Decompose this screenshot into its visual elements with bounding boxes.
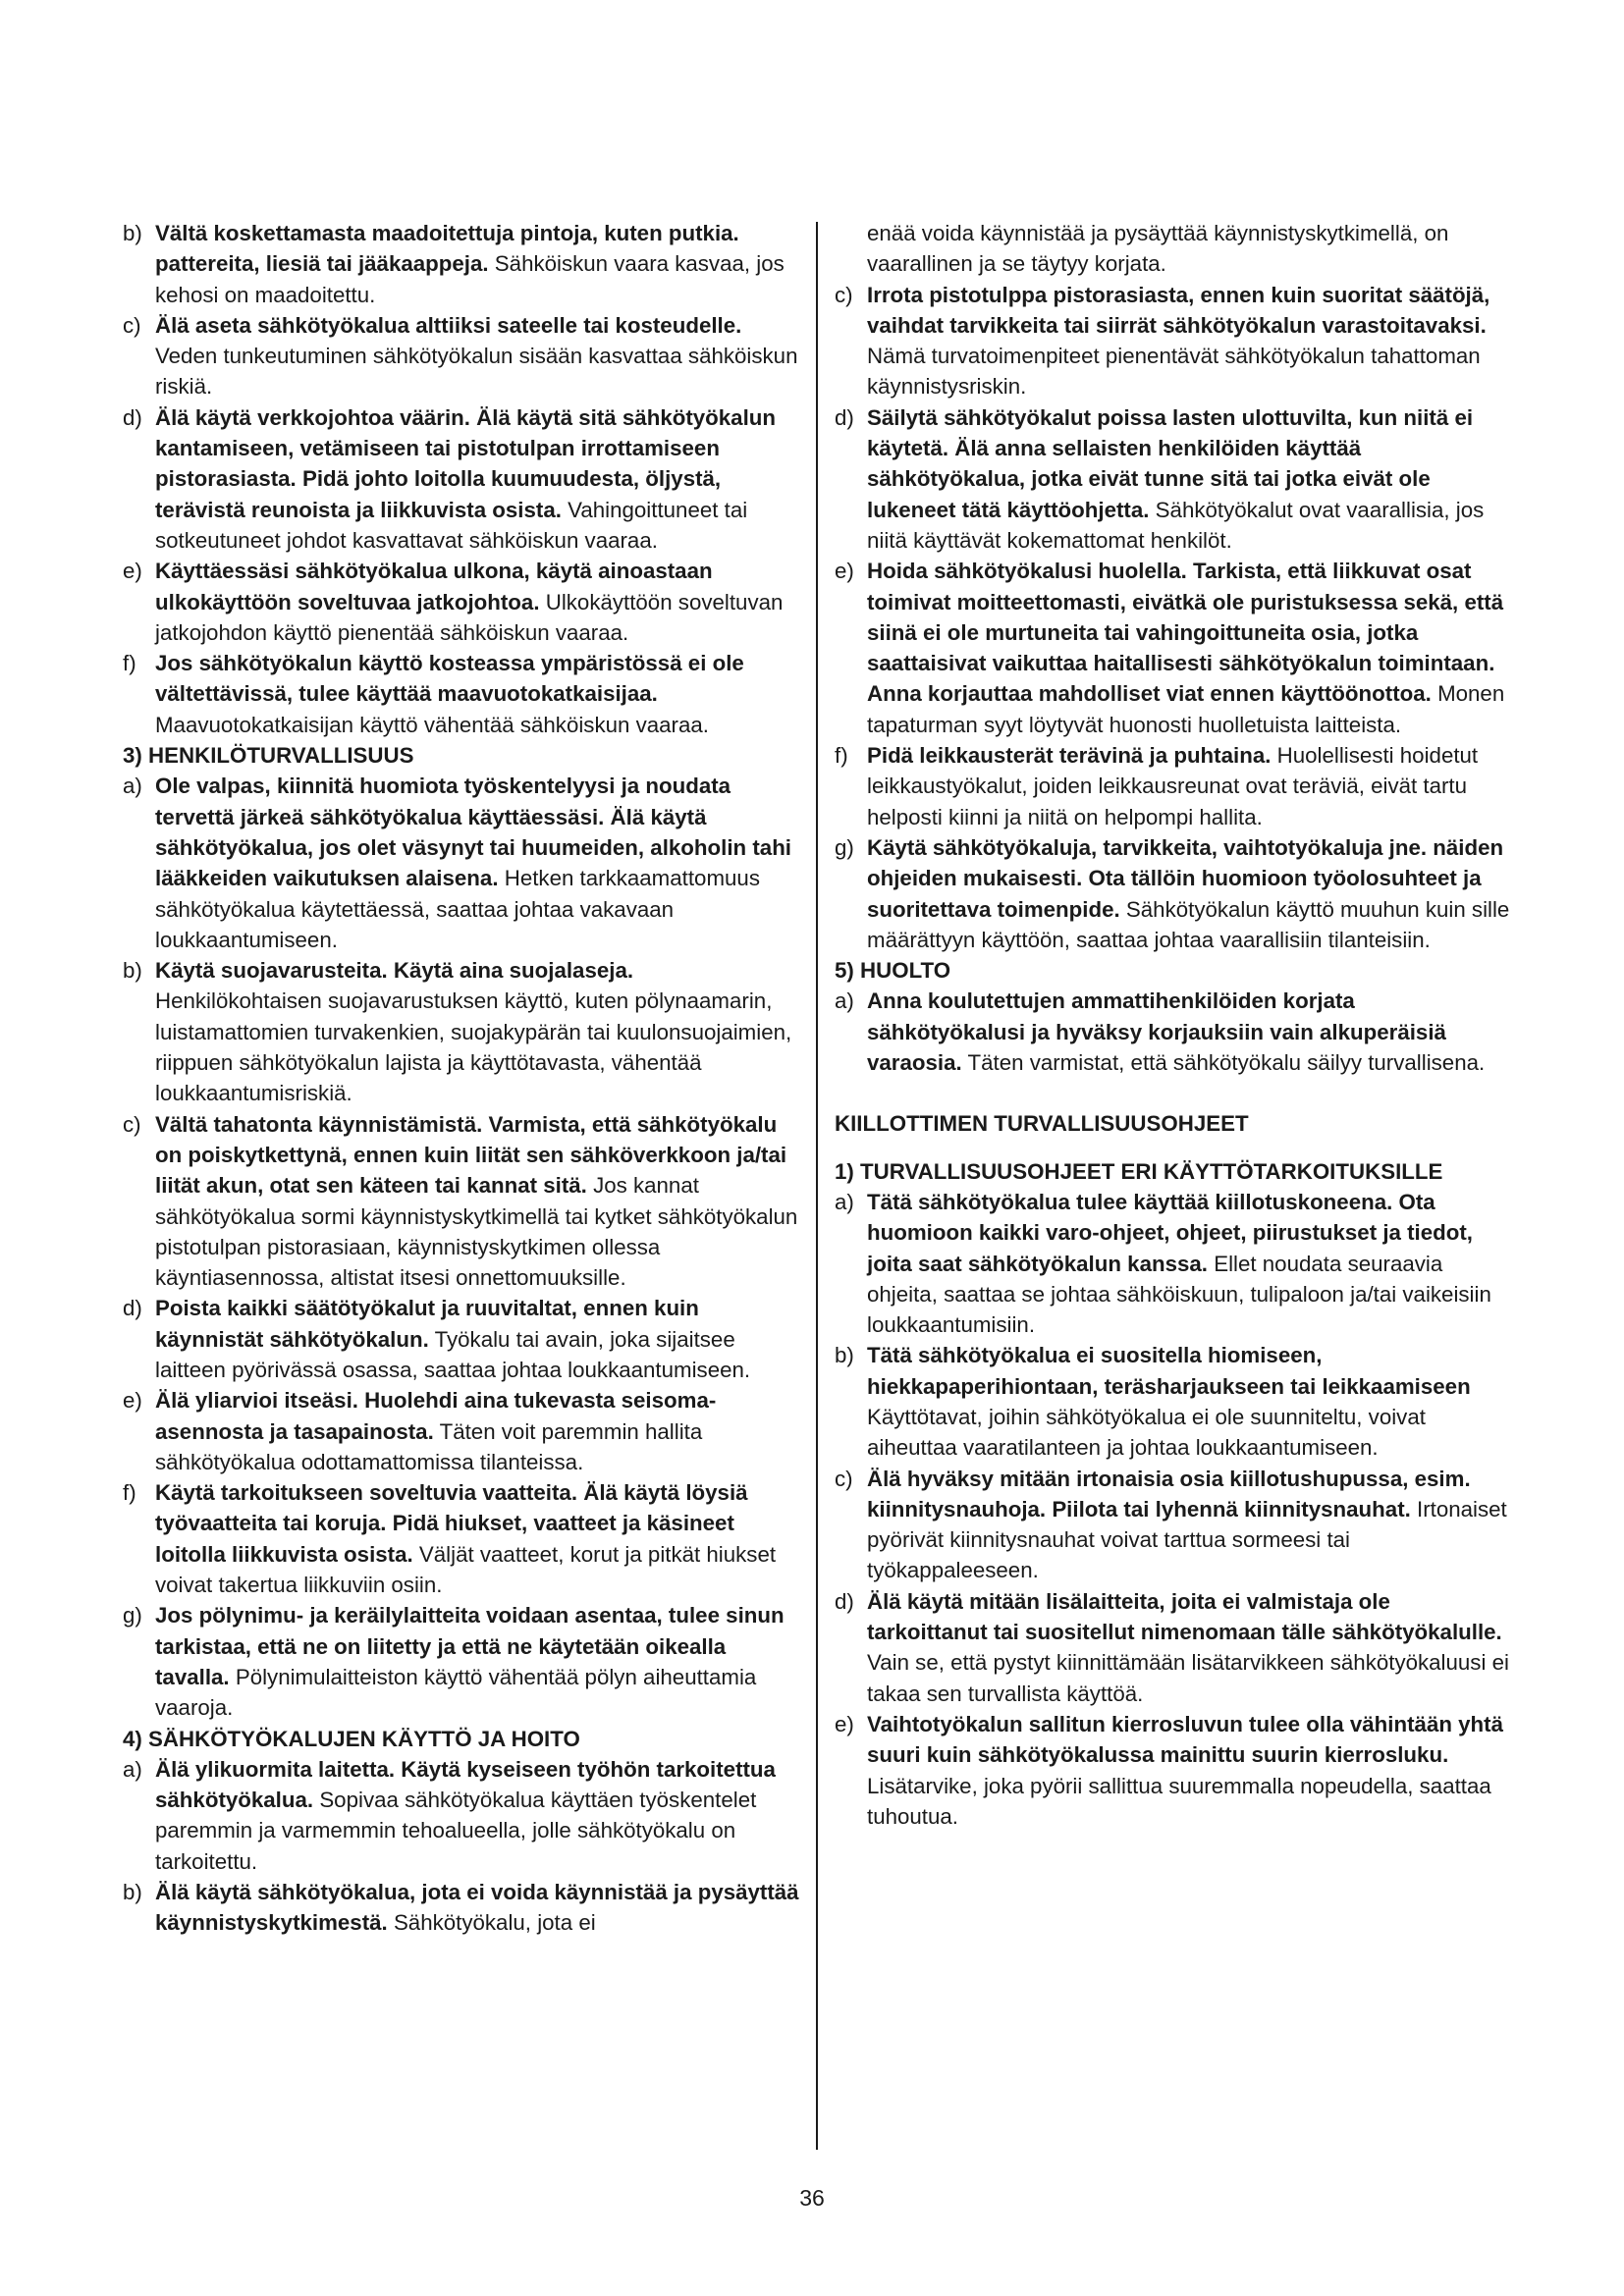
instruction-bold: Tätä sähkötyökalua tulee käyttää kiillotuskoneena. Ota huomioon kaikki varo-ohjeet, ohjeet, piirustukset ja tiedot, joita saat sähkötyökalun kanssa. — [867, 1189, 1473, 1276]
instruction-bold: Poista kaikki säätötyökalut ja ruuvitaltat, ennen kuin käynnistät sähkötyökalun. — [155, 1296, 699, 1352]
subsection-heading-purposes: 1) TURVALLISUUSOHJEET ERI KÄYTTÖTARKOITUKSILLE — [835, 1158, 1443, 1184]
list-item-pol-c: c) Älä hyväksy mitään irtonaisia osia kiillotushupussa, esim. kiinnitysnauhoja. Piilota tai lyhennä kiinnitysnauhat. Irtonaiset pyörivät kiinnitysnauhat voivat tarttua sormeesi tai työkappaleeseen. — [835, 1466, 1507, 1583]
instruction-text: Täten voit paremmin hallita sähkötyökalua odottamattomissa tilanteissa. — [155, 1418, 703, 1474]
spacer — [835, 1140, 1512, 1156]
list-item-use-b: b) Älä käytä sähkötyökalua, jota ei voida käynnistää ja pysäyttää käynnistyskytkimestä. Sähkötyökalu, jota ei — [123, 1880, 799, 1936]
instruction-bold: Älä ylikuormita laitetta. Käytä kyseiseen työhön tarkoitettua sähkötyökalua. — [155, 1756, 776, 1813]
instruction-bold: Käytä suojavarusteita. Käytä aina suojalaseja. — [155, 958, 634, 984]
section-heading-service: 5) HUOLTO — [835, 958, 951, 984]
instruction-text: Sähkötyökalut ovat vaarallisia, jos niitä käyttävät kokemattomat henkilöt. — [867, 497, 1485, 553]
instruction-bold: Pidä leikkausterät terävinä ja puhtaina. — [867, 743, 1272, 769]
instruction-bold: Säilytä sähkötyökalut poissa lasten ulottuvilta, kun niitä ei käytetä. Älä anna sellaisten henkilöiden käyttää sähkötyökalua, jotka eivät tunne sitä tai jotka eivät ole lukeneet tätä käyttöohjetta. — [867, 404, 1474, 522]
list-item-use-e: e) Hoida sähkötyökalusi huolella. Tarkista, että liikkuvat osat toimivat moitteettomasti, eivätkä ole puristuksessa sekä, että siinä ei ole murtuneita tai vahingoittuneita osia, jotka saattaisivat vaikuttaa haitallisesti sähkötyökalun toimintaan. Anna korjauttaa mahdolliset viat ennen käyttöönottoa. Monen tapaturman syyt löytyvät huonosti huolletuista laitteista. — [835, 559, 1505, 737]
instruction-bold: Vaihtotyökalun sallitun kierrosluvun tulee olla vähintään yhtä suuri kuin sähkötyökalussa mainittu suurin kierrosluku. — [867, 1711, 1504, 1768]
list-item-pers-d: d) Poista kaikki säätötyökalut ja ruuvitaltat, ennen kuin käynnistät sähkötyökalun. Työkalu tai avain, joka sijaitsee laitteen pyörivässä osassa, saattaa johtaa loukkaantumiseen. — [123, 1296, 751, 1382]
instruction-bold: Jos pölynimu- ja keräilylaitteita voidaan asentaa, tulee sinun tarkistaa, että ne on liitetty ja että ne käytetään oikealla tavalla. — [155, 1603, 785, 1689]
instruction-text: Käyttötavat, joihin sähkötyökalua ei ole suunniteltu, voivat aiheuttaa vaaratilanteen ja johtaa loukkaantumiseen. — [867, 1404, 1426, 1461]
instruction-text: Veden tunkeutuminen sähkötyökalun sisään kasvattaa sähköiskun riskiä. — [155, 344, 798, 400]
instruction-text: Irtonaiset pyörivät kiinnitysnauhat voivat tarttua sormeesi tai työkappaleeseen. — [867, 1496, 1507, 1583]
instruction-text: Monen tapaturman syyt löytyvät huonosti huolletuista laitteista. — [867, 681, 1505, 737]
section-heading-tool-use: 4) SÄHKÖTYÖKALUJEN KÄYTTÖ JA HOITO — [123, 1726, 580, 1751]
instruction-bold: Irrota pistotulppa pistorasiasta, ennen kuin suoritat säätöjä, vaihdat tarvikkeita tai siirrät sähkötyökalun varastoitavaksi. — [867, 282, 1490, 338]
instruction-bold: Käytä tarkoitukseen soveltuvia vaatteita. Älä käytä löysiä työvaatteita tai koruja. Pidä hiukset, vaatteet ja käsineet loitolla liikkuvista osista. — [155, 1480, 748, 1567]
instruction-bold: Älä käytä verkkojohtoa väärin. Älä käytä sitä sähkötyökalun kantamiseen, vetämiseen tai pistotulpan irrottamiseen pistorasiasta. Pidä johto loitolla kuumuudesta, öljystä, terävistä reunoista ja liikkuvista osista. — [155, 404, 777, 522]
instruction-text: Sopivaa sähkötyökalua käyttäen työskentelet paremmin ja varmemmin tehoalueella, jolle sähkötyökalu on tarkoitettu. — [155, 1788, 757, 1874]
instruction-text: Huolellisesti hoidetut leikkaustyökalut, joiden leikkausreunat ovat teräviä, eivät tartu helposti kiinni ja niitä on helpompi hallita. — [867, 743, 1479, 829]
list-item-pol-b: b) Tätä sähkötyökalua ei suositella hiomiseen, hiekkapaperihiontaan, teräsharjaukseen tai leikkaamiseen Käyttötavat, joihin sähkötyökalua ei ole suunniteltu, voivat aiheuttaa vaaratilanteen ja johtaa loukkaantumiseen. — [835, 1343, 1471, 1461]
list-item-pers-g: g) Jos pölynimu- ja keräilylaitteita voidaan asentaa, tulee sinun tarkistaa, että ne on liitetty ja että ne käytetään oikealla tavalla. Pölynimulaitteiston käyttö vähentää pölyn aiheuttamia vaaroja. — [123, 1603, 785, 1721]
list-item-elec-f: f) Jos sähkötyökalun käyttö kosteassa ympäristössä ei ole vältettävissä, tulee käyttää maavuotokatkaisijaa. Maavuotokatkaisijan käyttö vähentää sähköiskun vaaraa. — [123, 651, 744, 737]
instruction-text: Väljät vaatteet, korut ja pitkät hiukset voivat takertua liikkuviin osiin. — [155, 1541, 777, 1598]
list-item-pers-f: f) Käytä tarkoitukseen soveltuvia vaatteita. Älä käytä löysiä työvaatteita tai koruja. Pidä hiukset, vaatteet ja käsineet loitolla liikkuvista osista. Väljät vaatteet, korut ja pitkät hiukset voivat takertua liikkuviin osiin. — [123, 1480, 777, 1598]
instruction-text: Työkalu tai avain, joka sijaitsee laitteen pyörivässä osassa, saattaa johtaa loukkaantumiseen. — [155, 1326, 751, 1382]
list-item-serv-a: a) Anna koulutettujen ammattihenkilöiden korjata sähkötyökalusi ja hyväksy korjauksiin vain alkuperäisiä varaosia. Täten varmistat, että sähkötyökalu säilyy turvallisena. — [835, 988, 1486, 1076]
instruction-bold: Älä hyväksy mitään irtonaisia osia kiillotushupussa, esim. kiinnitysnauhoja. Piilota tai lyhennä kiinnitysnauhat. — [867, 1466, 1471, 1522]
instruction-text: Täten varmistat, että sähkötyökalu säilyy turvallisena. — [967, 1050, 1486, 1076]
list-item-elec-c: c) Älä aseta sähkötyökalua alttiiksi sateelle tai kosteudelle. Veden tunkeutuminen sähkötyökalun sisään kasvattaa sähköiskun riskiä. — [123, 312, 798, 400]
instruction-text: Pölynimulaitteiston käyttö vähentää pölyn aiheuttamia vaaroja. — [155, 1664, 757, 1721]
list-item-use-a: a) Älä ylikuormita laitetta. Käytä kyseiseen työhön tarkoitettua sähkötyökalua. Sopivaa sähkötyökalua käyttäen työskentelet paremmin ja varmemmin tehoalueella, jolle sähkötyökalu on tarkoitettu. — [123, 1756, 776, 1874]
list-item-pers-e: e) Älä yliarvioi itseäsi. Huolehdi aina tukevasta seisoma-asennosta ja tasapainosta. Täten voit paremmin hallita sähkötyökalua odottamattomissa tilanteissa. — [123, 1388, 717, 1474]
instruction-bold: Tätä sähkötyökalua ei suositella hiomiseen, hiekkapaperihiontaan, teräsharjaukseen tai leikkaamiseen — [867, 1343, 1471, 1399]
instruction-bold: Älä yliarvioi itseäsi. Huolehdi aina tukevasta seisoma-asennosta ja tasapainosta. — [155, 1388, 717, 1444]
instruction-bold: Älä käytä mitään lisälaitteita, joita ei valmistaja ole tarkoittanut tai suositellut nimenomaan tälle sähkötyökalulle. — [867, 1588, 1502, 1645]
instruction-text: Sähkötyökalun käyttö muuhun kuin sille määrättyyn käyttöön, saattaa johtaa vaarallisiin tilanteisiin. — [867, 896, 1510, 952]
left-column — [123, 218, 800, 1939]
column-divider — [816, 222, 818, 2150]
instruction-bold: Älä aseta sähkötyökalua alttiiksi sateelle tai kosteudelle. — [155, 312, 742, 338]
instruction-bold: Käyttäessäsi sähkötyökalua ulkona, käytä ainoastaan ulkokäyttöön soveltuvaa jatkojohtoa. — [155, 559, 713, 614]
spacer — [835, 1078, 1512, 1108]
list-item-pol-d: d) Älä käytä mitään lisälaitteita, joita ei valmistaja ole tarkoittanut tai suositellut nimenomaan tälle sähkötyökalulle. Vain se, että pystyt kiinnittämään lisätarvikkeen sähkötyökaluusi ei takaa sen turvallista käyttöä. — [835, 1588, 1509, 1706]
instruction-bold: Käytä sähkötyökaluja, tarvikkeita, vaihtotyökaluja jne. näiden ohjeiden mukaisesti. Ota tällöin huomioon työolosuhteet ja suoritettava toimenpide. — [867, 834, 1504, 922]
list-item-use-f: f) Pidä leikkausterät terävinä ja puhtaina. Huolellisesti hoidetut leikkaustyökalut, joiden leikkausreunat ovat teräviä, eivät tartu helposti kiinni ja niitä on helpompi hallita. — [835, 743, 1479, 829]
list-item-pers-b: b) Käytä suojavarusteita. Käytä aina suojalaseja. Henkilökohtaisen suojavarustuksen käyttö, kuten pölynaamarin, luistamattomien turvakenkien, suojakypärän tai kuulonsuojaimien, riippuen sähkötyökalun lajista ja käyttötavasta, vähentää loukkaantumisriskiä. — [123, 958, 792, 1106]
instruction-bold: Jos sähkötyökalun käyttö kosteassa ympäristössä ei ole vältettävissä, tulee käyttää maavuotokatkaisijaa. — [155, 651, 744, 707]
section-heading-personal-safety: 3) HENKILÖTURVALLISUUS — [123, 743, 414, 769]
instruction-bold: Anna koulutettujen ammattihenkilöiden korjata sähkötyökalusi ja hyväksy korjauksiin vain alkuperäisiä varaosia. — [867, 988, 1446, 1076]
instruction-text: Maavuotokatkaisijan käyttö vähentää sähköiskun vaaraa. — [155, 712, 709, 737]
list-item-pol-e: e) Vaihtotyökalun sallitun kierrosluvun tulee olla vähintään yhtä suuri kuin sähkötyökalussa mainittu suurin kierrosluku. Lisätarvike, joka pyörii sallittua suuremmalla nopeudella, saattaa tuhoutua. — [835, 1711, 1504, 1829]
list-item-elec-e: e) Käyttäessäsi sähkötyökalua ulkona, käytä ainoastaan ulkokäyttöön soveltuvaa jatkojohtoa. Ulkokäyttöön soveltuvan jatkojohdon käyttö pienentää sähköiskun vaaraa. — [123, 559, 784, 645]
instruction-text: Vain se, että pystyt kiinnittämään lisätarvikkeen sähkötyökaluusi ei takaa sen turvallista käyttöä. — [867, 1650, 1509, 1706]
instruction-bold: Älä käytä sähkötyökalua, jota ei voida käynnistää ja pysäyttää käynnistyskytkimestä. — [155, 1880, 799, 1936]
list-item-use-d: d) Säilytä sähkötyökalut poissa lasten ulottuvilta, kun niitä ei käytetä. Älä anna sellaisten henkilöiden käyttää sähkötyökalua, jotka eivät tunne sitä tai jotka eivät ole lukeneet tätä käyttöohjetta. Sähkötyökalut ovat vaarallisia, jos niitä käyttävät kokemattomat henkilöt. — [835, 404, 1485, 553]
list-item-pers-c: c) Vältä tahatonta käynnistämistä. Varmista, että sähkötyökalu on poiskytkettynä, ennen kuin liität sen sähköverkkoon ja/tai liität akun, otat sen käteen tai kannat sitä. Jos kannat sähkötyökalua sormi käynnistyskytkimellä tai kytket sähkötyökalun pistotulpan pistorasiaan, käynnistyskytkimen ollessa käyntiasennossa, altistat itsesi onnettomuuksille. — [123, 1111, 798, 1291]
instruction-text: Nämä turvatoimenpiteet pienentävät sähkötyökalun tahattoman käynnistysriskin. — [867, 344, 1481, 400]
instruction-bold: Vältä tahatonta käynnistämistä. Varmista, että sähkötyökalu on poiskytkettynä, ennen kuin liität sen sähköverkkoon ja/tai liität akun, otat sen käteen tai kannat sitä. — [155, 1111, 787, 1199]
list-item-use-g: g) Käytä sähkötyökaluja, tarvikkeita, vaihtotyökaluja jne. näiden ohjeiden mukaisesti. Ota tällöin huomioon työolosuhteet ja suoritettava toimenpide. Sähkötyökalun käyttö muuhun kuin sille määrättyyn käyttöön, saattaa johtaa vaarallisiin tilanteisiin. — [835, 834, 1510, 952]
instruction-text: Ulkokäyttöön soveltuvan jatkojohdon käyttö pienentää sähköiskun vaaraa. — [155, 589, 784, 645]
instruction-bold: Hoida sähkötyökalusi huolella. Tarkista, että liikkuvat osat toimivat moitteettomasti, eivätkä ole puristuksessa sekä, että siinä ei ole murtuneita tai vahingoittuneita osia, jotka saattaisivat vaikuttaa haitallisesti sähkötyökalun toimintaan. Anna korjauttaa mahdolliset viat ennen käyttöönottoa. — [867, 559, 1504, 707]
instruction-text: Henkilökohtaisen suojavarustuksen käyttö, kuten pölynaamarin, luistamattomien turvakenkien, suojakypärän tai kuulonsuojaimien, riippuen sähkötyökalun lajista ja käyttötavasta, vähentää loukkaantumisriskiä. — [155, 988, 792, 1106]
continued-text: enää voida käynnistää ja pysäyttää käynnistyskytkimellä, on vaarallinen ja se täytyy korjata. — [867, 221, 1449, 277]
instruction-bold: Ole valpas, kiinnitä huomiota työskentelyysi ja noudata tervettä järkeä sähkötyökalua käyttäessäsi. Älä käytä sähkötyökalua, jos olet väsynyt tai huumeiden, alkoholin tahi lääkkeiden vaikutuksen alaisena. — [155, 774, 792, 891]
instruction-text: Lisätarvike, joka pyörii sallittua suuremmalla nopeudella, saattaa tuhoutua. — [867, 1773, 1491, 1829]
list-item-use-c: c) Irrota pistotulppa pistorasiasta, ennen kuin suoritat säätöjä, vaihdat tarvikkeita tai siirrät sähkötyökalun varastoitavaksi. Nämä turvatoimenpiteet pienentävät sähkötyökalun tahattoman käynnistysriskin. — [835, 282, 1490, 400]
instruction-bold: Vältä koskettamasta maadoitettuja pintoja, kuten putkia. pattereita, liesiä tai jääkaappeja. — [155, 221, 739, 277]
instruction-text: Hetken tarkkaamattomuus sähkötyökalua käytettäessä, saattaa johtaa vakavaan loukkaantumiseen. — [155, 866, 760, 952]
instruction-text: Sähköiskun vaara kasvaa, jos kehosi on maadoitettu. — [155, 251, 785, 307]
instruction-text: Sähkötyökalu, jota ei — [393, 1910, 596, 1936]
right-column — [835, 218, 1512, 1832]
section-heading-polisher-safety: KIILLOTTIMEN TURVALLISUUSOHJEET — [835, 1111, 1249, 1137]
instruction-text: Jos kannat sähkötyökalua sormi käynnistyskytkimellä tai kytket sähkötyökalun pistotulpan pistorasiaan, käynnistyskytkimen ollessa käyntiasennossa, altistat itsesi onnettomuuksille. — [155, 1173, 798, 1291]
list-item-pol-a: a) Tätä sähkötyökalua tulee käyttää kiillotuskoneena. Ota huomioon kaikki varo-ohjeet, ohjeet, piirustukset ja tiedot, joita saat sähkötyökalun kanssa. Ellet noudata seuraavia ohjeita, saattaa se johtaa sähköiskuun, tulipaloon ja/tai vaikeisiin loukkaantumisiin. — [835, 1189, 1491, 1338]
list-item-elec-d: d) Älä käytä verkkojohtoa väärin. Älä käytä sitä sähkötyökalun kantamiseen, vetämiseen tai pistotulpan irrottamiseen pistorasiasta. Pidä johto loitolla kuumuudesta, öljystä, terävistä reunoista ja liikkuvista osista. Vahingoittuneet tai sotkeutuneet johdot kasvattavat sähköiskun vaaraa. — [123, 404, 777, 553]
list-item-elec-b: b) Vältä koskettamasta maadoitettuja pintoja, kuten putkia. pattereita, liesiä tai jääkaappeja. Sähköiskun vaara kasvaa, jos kehosi on maadoitettu. — [123, 221, 785, 307]
list-item-pers-a: a) Ole valpas, kiinnitä huomiota työskentelyysi ja noudata tervettä järkeä sähkötyökalua käyttäessäsi. Älä käytä sähkötyökalua, jos olet väsynyt tai huumeiden, alkoholin tahi lääkkeiden vaikutuksen alaisena. Hetken tarkkaamattomuus sähkötyökalua käytettäessä, saattaa johtaa vakavaan loukkaantumiseen. — [123, 774, 792, 952]
instruction-text: Vahingoittuneet tai sotkeutuneet johdot kasvattavat sähköiskun vaaraa. — [155, 497, 748, 553]
page-number: 36 — [799, 2185, 825, 2211]
instruction-text: Ellet noudata seuraavia ohjeita, saattaa se johtaa sähköiskuun, tulipaloon ja/tai vaikeisiin loukkaantumisiin. — [867, 1251, 1491, 1338]
